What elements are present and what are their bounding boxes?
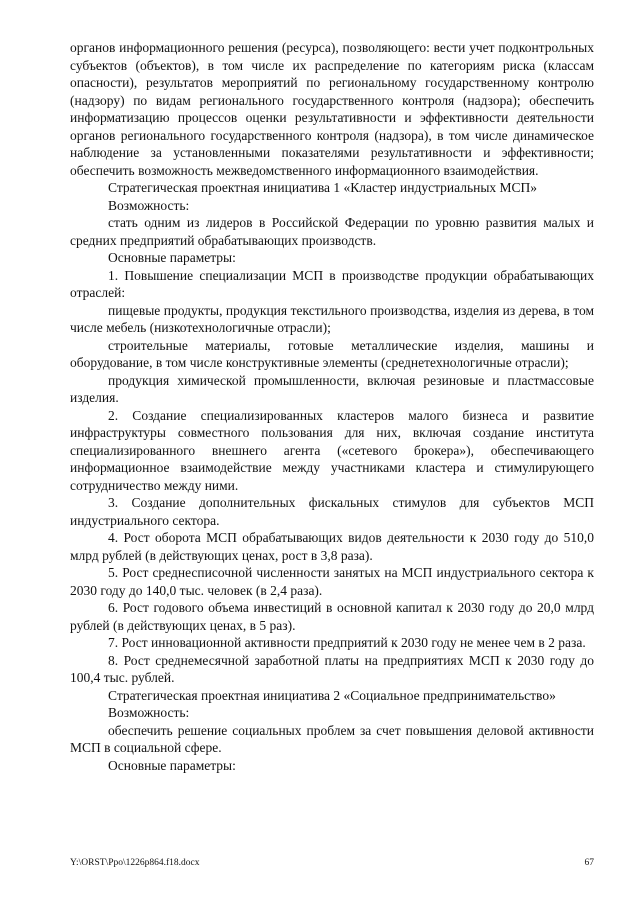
paragraph-5: Основные параметры: [108, 250, 236, 265]
paragraph-8: строительные материалы, готовые металлические изделия, машины и оборудование, в том числе конструктивные элементы (среднетехнологичные отрасли); [70, 337, 594, 370]
page-footer [70, 856, 594, 870]
paragraph-13: 5. Рост среднесписочной численности занятых на МСП индустриального сектора к 2030 году до 140,0 тыс. человек (в 2,4 раза). [70, 565, 594, 598]
footer-file-path: Y:\ORST\Ppo\1226p864.f18.docx [70, 858, 200, 868]
paragraph-12: 4. Рост оборота МСП обрабатывающих видов деятельности к 2030 году до 510,0 млрд рублей (в действующих ценах, рост в 3,8 раза). [70, 530, 594, 563]
paragraph-7: пищевые продукты, продукция текстильного производства, изделия из дерева, в том числе мебель (низкотехнологичные отрасли); [70, 302, 594, 335]
paragraph-15: 7. Рост инновационной активности предприятий к 2030 году не менее чем в 2 раза. [108, 635, 586, 650]
footer-page-number: 67 [584, 858, 594, 868]
paragraph-1: органов информационного решения (ресурса), позволяющего: вести учет подконтрольных субъектов (объектов), в том числе их распределение по категориям риска (классам опасности), результатов мероприятий по региональному государственному контролю (надзору) по видам регионального государственного контроля (надзора); обеспечить информатизацию процессов оценки результативности и эффективности деятельности органов регионального государственного контроля (надзора), в том числе динамическое наблюдение за установленными показателями результативности и эффективности; обеспечить возможность межведомственного информационного взаимодействия. [70, 40, 594, 178]
paragraph-6: 1. Повышение специализации МСП в производстве продукции обрабатывающих отраслей: [70, 267, 594, 300]
paragraph-14: 6. Рост годового объема инвестиций в основной капитал к 2030 году до 20,0 млрд рублей (в действующих ценах, в 5 раз). [70, 600, 594, 633]
paragraph-17: Стратегическая проектная инициатива 2 «Социальное предпринимательство» [108, 687, 556, 703]
paragraph-11: 3. Создание дополнительных фискальных стимулов для субъектов МСП индустриального сектора. [70, 495, 594, 528]
paragraph-2: Стратегическая проектная инициатива 1 «Кластер индустриальных МСП» [108, 180, 538, 195]
paragraph-18: Возможность: [108, 705, 190, 720]
paragraph-9: продукция химической промышленности, включая резиновые и пластмассовые изделия. [70, 372, 594, 405]
paragraph-16: 8. Рост среднемесячной заработной платы на предприятиях МСП к 2030 году до 100,4 тыс. рублей. [70, 652, 594, 685]
paragraph-20: Основные параметры: [108, 757, 236, 773]
paragraph-10: 2. Создание специализированных кластеров малого бизнеса и развитие инфраструктуры совместного пользования для них, включая создание института специализированного внешнего агента («сетевого брокера»), обеспечивающего информационное взаимодействие между участниками кластера и стимулирующего сотрудничество между ними. [70, 407, 594, 493]
paragraph-3: Возможность: [108, 197, 190, 213]
paragraph-19: обеспечить решение социальных проблем за счет повышения деловой активности МСП в социальной сфере. [70, 722, 594, 755]
document-body [70, 39, 594, 774]
paragraph-4: стать одним из лидеров в Российской Федерации по уровню развития малых и средних предприятий обрабатывающих производств. [70, 215, 594, 248]
